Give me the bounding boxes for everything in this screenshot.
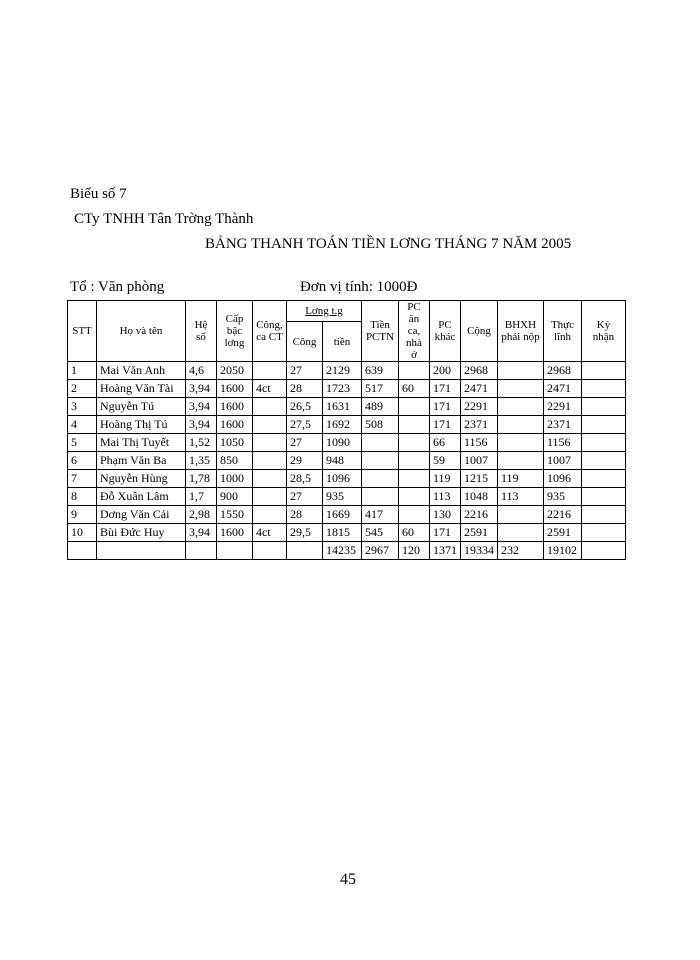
cell-name: Nguyễn Tú xyxy=(97,398,186,416)
cell-pctn xyxy=(362,434,399,452)
cell-sign xyxy=(582,398,626,416)
cell-stt: 9 xyxy=(68,506,97,524)
cell-coef: 1,52 xyxy=(186,434,217,452)
cell-shift xyxy=(253,416,287,434)
cell-total: 2591 xyxy=(461,524,498,542)
cell-total: 2471 xyxy=(461,380,498,398)
total-cell-pc-meal: 120 xyxy=(399,542,430,560)
cell-name: Bùi Đức Huy xyxy=(97,524,186,542)
cell-bhxh: 113 xyxy=(498,488,544,506)
cell-pc-meal xyxy=(399,488,430,506)
cell-total: 1048 xyxy=(461,488,498,506)
cell-pctn: 489 xyxy=(362,398,399,416)
cell-stt: 5 xyxy=(68,434,97,452)
cell-days: 26,5 xyxy=(287,398,323,416)
cell-pctn: 545 xyxy=(362,524,399,542)
cell-coef: 4,6 xyxy=(186,362,217,380)
cell-days: 27 xyxy=(287,434,323,452)
total-cell-sign xyxy=(582,542,626,560)
cell-stt: 3 xyxy=(68,398,97,416)
header-sign: Ký nhận xyxy=(582,301,626,362)
cell-pc-other: 66 xyxy=(430,434,461,452)
document-title: BẢNG THANH TOÁN TIỀN LƠNG THÁNG 7 NĂM 2005 xyxy=(205,236,572,252)
cell-shift xyxy=(253,452,287,470)
cell-pctn: 517 xyxy=(362,380,399,398)
table-row xyxy=(68,434,626,452)
cell-days: 29 xyxy=(287,452,323,470)
cell-pc-meal xyxy=(399,452,430,470)
cell-sign xyxy=(582,434,626,452)
cell-shift xyxy=(253,398,287,416)
cell-pctn: 508 xyxy=(362,416,399,434)
totals-row xyxy=(68,542,626,560)
cell-pc-meal xyxy=(399,434,430,452)
cell-net: 2216 xyxy=(544,506,582,524)
cell-coef: 3,94 xyxy=(186,524,217,542)
cell-pc-meal: 60 xyxy=(399,524,430,542)
department-label: Tổ : Văn phòng xyxy=(70,279,165,295)
total-cell-days xyxy=(287,542,323,560)
cell-grade: 1600 xyxy=(217,524,253,542)
cell-sign xyxy=(582,470,626,488)
header-total: Cộng xyxy=(461,301,498,362)
table-row xyxy=(68,416,626,434)
cell-pctn xyxy=(362,452,399,470)
header-pc-meal: PC ăn ca, nhà ở xyxy=(399,301,430,362)
cell-coef: 2,98 xyxy=(186,506,217,524)
cell-pc-other: 130 xyxy=(430,506,461,524)
cell-bhxh xyxy=(498,398,544,416)
cell-net: 935 xyxy=(544,488,582,506)
total-cell-name xyxy=(97,542,186,560)
cell-total: 2216 xyxy=(461,506,498,524)
cell-coef: 1,78 xyxy=(186,470,217,488)
table-row xyxy=(68,470,626,488)
cell-pctn: 639 xyxy=(362,362,399,380)
total-cell-total: 19334 xyxy=(461,542,498,560)
cell-sign xyxy=(582,506,626,524)
cell-net: 1096 xyxy=(544,470,582,488)
cell-shift xyxy=(253,506,287,524)
cell-net: 2291 xyxy=(544,398,582,416)
cell-name: Hoàng Văn Tài xyxy=(97,380,186,398)
cell-grade: 1600 xyxy=(217,398,253,416)
cell-shift xyxy=(253,362,287,380)
payroll-table xyxy=(67,300,626,560)
cell-name: Đỗ Xuân Lâm xyxy=(97,488,186,506)
cell-grade: 1600 xyxy=(217,380,253,398)
cell-stt: 6 xyxy=(68,452,97,470)
cell-name: Hoàng Thị Tú xyxy=(97,416,186,434)
cell-amount: 1669 xyxy=(323,506,362,524)
cell-pctn: 417 xyxy=(362,506,399,524)
cell-amount: 1090 xyxy=(323,434,362,452)
cell-grade: 900 xyxy=(217,488,253,506)
cell-bhxh xyxy=(498,524,544,542)
cell-pc-other: 171 xyxy=(430,524,461,542)
cell-pc-other: 200 xyxy=(430,362,461,380)
salary-group-label: Lơng t.g xyxy=(305,305,343,318)
cell-bhxh xyxy=(498,452,544,470)
cell-coef: 3,94 xyxy=(186,398,217,416)
cell-shift xyxy=(253,434,287,452)
cell-pc-other: 171 xyxy=(430,398,461,416)
total-cell-net: 19102 xyxy=(544,542,582,560)
cell-grade: 850 xyxy=(217,452,253,470)
cell-net: 2591 xyxy=(544,524,582,542)
cell-sign xyxy=(582,452,626,470)
cell-net: 1007 xyxy=(544,452,582,470)
unit-label: Đơn vị tính: 1000Đ xyxy=(300,279,418,295)
total-cell-stt xyxy=(68,542,97,560)
cell-pc-other: 171 xyxy=(430,416,461,434)
table-row xyxy=(68,398,626,416)
cell-pc-other: 113 xyxy=(430,488,461,506)
header-coef: Hệ số xyxy=(186,301,217,362)
cell-pc-other: 119 xyxy=(430,470,461,488)
cell-days: 27 xyxy=(287,488,323,506)
cell-stt: 7 xyxy=(68,470,97,488)
cell-grade: 2050 xyxy=(217,362,253,380)
cell-pc-meal xyxy=(399,416,430,434)
total-cell-shift xyxy=(253,542,287,560)
cell-name: Dơng Văn Cải xyxy=(97,506,186,524)
form-number: Biểu số 7 xyxy=(70,186,127,202)
cell-stt: 4 xyxy=(68,416,97,434)
cell-days: 28 xyxy=(287,380,323,398)
total-cell-amount: 14235 xyxy=(323,542,362,560)
cell-amount: 935 xyxy=(323,488,362,506)
table-row xyxy=(68,506,626,524)
header-pctn: Tiền PCTN xyxy=(362,301,399,362)
header-pc-other: PC khác xyxy=(430,301,461,362)
header-net: Thực lĩnh xyxy=(544,301,582,362)
cell-net: 2371 xyxy=(544,416,582,434)
header-amount: tiền xyxy=(323,322,362,362)
table-row xyxy=(68,380,626,398)
cell-grade: 1600 xyxy=(217,416,253,434)
cell-net: 1156 xyxy=(544,434,582,452)
cell-sign xyxy=(582,416,626,434)
total-cell-grade xyxy=(217,542,253,560)
cell-coef: 3,94 xyxy=(186,380,217,398)
cell-bhxh xyxy=(498,416,544,434)
cell-sign xyxy=(582,380,626,398)
table-row xyxy=(68,362,626,380)
cell-total: 1215 xyxy=(461,470,498,488)
table-row xyxy=(68,488,626,506)
cell-name: Nguyễn Hùng xyxy=(97,470,186,488)
total-cell-coef xyxy=(186,542,217,560)
total-cell-pc-other: 1371 xyxy=(430,542,461,560)
cell-name: Mai Thị Tuyết xyxy=(97,434,186,452)
table-row xyxy=(68,452,626,470)
header-stt: STT xyxy=(68,301,97,362)
total-cell-bhxh: 232 xyxy=(498,542,544,560)
header-bhxh: BHXH phải nộp xyxy=(498,301,544,362)
cell-stt: 10 xyxy=(68,524,97,542)
cell-total: 2968 xyxy=(461,362,498,380)
cell-amount: 2129 xyxy=(323,362,362,380)
cell-amount: 1723 xyxy=(323,380,362,398)
header-name: Họ và tên xyxy=(97,301,186,362)
table-row xyxy=(68,524,626,542)
cell-pctn xyxy=(362,488,399,506)
cell-stt: 1 xyxy=(68,362,97,380)
cell-pc-meal xyxy=(399,506,430,524)
cell-bhxh xyxy=(498,506,544,524)
cell-bhxh xyxy=(498,362,544,380)
cell-grade: 1050 xyxy=(217,434,253,452)
cell-days: 28,5 xyxy=(287,470,323,488)
cell-bhxh xyxy=(498,434,544,452)
cell-days: 29,5 xyxy=(287,524,323,542)
cell-stt: 8 xyxy=(68,488,97,506)
cell-sign xyxy=(582,524,626,542)
cell-pc-meal xyxy=(399,362,430,380)
cell-coef: 1,7 xyxy=(186,488,217,506)
cell-pc-meal xyxy=(399,470,430,488)
cell-days: 28 xyxy=(287,506,323,524)
cell-bhxh xyxy=(498,380,544,398)
cell-days: 27 xyxy=(287,362,323,380)
cell-pctn xyxy=(362,470,399,488)
page-number: 45 xyxy=(340,871,356,888)
cell-coef: 3,94 xyxy=(186,416,217,434)
cell-pc-other: 59 xyxy=(430,452,461,470)
cell-total: 1156 xyxy=(461,434,498,452)
cell-amount: 1692 xyxy=(323,416,362,434)
cell-grade: 1000 xyxy=(217,470,253,488)
cell-sign xyxy=(582,488,626,506)
cell-name: Phạm Văn Ba xyxy=(97,452,186,470)
cell-net: 2471 xyxy=(544,380,582,398)
company-name: CTy TNHH Tân Trờng Thành xyxy=(74,211,254,227)
cell-shift: 4ct xyxy=(253,524,287,542)
cell-pc-other: 171 xyxy=(430,380,461,398)
cell-amount: 1815 xyxy=(323,524,362,542)
cell-stt: 2 xyxy=(68,380,97,398)
header-grade: Cấp bậc lơng xyxy=(217,301,253,362)
cell-sign xyxy=(582,362,626,380)
cell-name: Mai Văn Anh xyxy=(97,362,186,380)
cell-total: 1007 xyxy=(461,452,498,470)
cell-grade: 1550 xyxy=(217,506,253,524)
cell-amount: 948 xyxy=(323,452,362,470)
cell-total: 2291 xyxy=(461,398,498,416)
header-days: Công xyxy=(287,322,323,362)
cell-amount: 1631 xyxy=(323,398,362,416)
cell-coef: 1,35 xyxy=(186,452,217,470)
header-shift: Công, ca CT xyxy=(253,301,287,362)
cell-shift xyxy=(253,488,287,506)
cell-pc-meal: 60 xyxy=(399,380,430,398)
total-cell-pctn: 2967 xyxy=(362,542,399,560)
cell-days: 27,5 xyxy=(287,416,323,434)
cell-total: 2371 xyxy=(461,416,498,434)
cell-shift xyxy=(253,470,287,488)
cell-shift: 4ct xyxy=(253,380,287,398)
cell-net: 2968 xyxy=(544,362,582,380)
cell-amount: 1096 xyxy=(323,470,362,488)
cell-bhxh: 119 xyxy=(498,470,544,488)
header-salary-group xyxy=(287,301,362,322)
cell-pc-meal xyxy=(399,398,430,416)
